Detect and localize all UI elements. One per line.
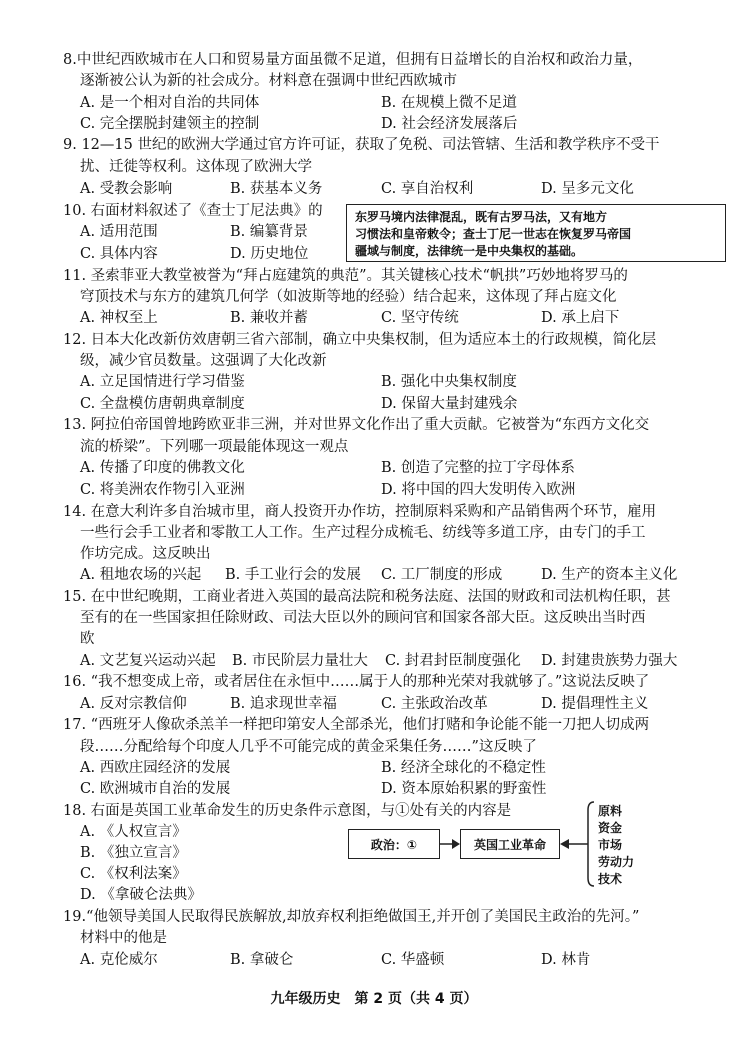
q11-stem-line-2: 穹顶技术与东方的建筑几何学（如波斯等地的经验）结合起来，这体现了拜占庭文化 (80, 289, 617, 305)
q8-option-b: B. 在规模上微不足道 (381, 95, 517, 111)
diagram-factor-technology: 技术 (598, 872, 623, 886)
q18-option-b: B. 《独立宣言》 (80, 845, 187, 861)
q14-stem-line-1: 14. 在意大利许多自治城市里，商人投资开办作坊，控制原料采购和产品销售两个环节，雇用 (63, 504, 657, 520)
diagram-factor-capital: 资金 (598, 821, 623, 835)
q13-option-c: C. 将美洲农作物引入亚洲 (80, 482, 245, 498)
q9-option-a: A. 受教会影响 (80, 181, 173, 197)
q10-option-d: D. 历史地位 (230, 246, 309, 262)
q18-option-c: C. 《权利法案》 (80, 866, 187, 882)
q9-option-c: C. 享自治权利 (381, 181, 474, 197)
q13-option-d: D. 将中国的四大发明传入欧洲 (381, 482, 576, 498)
q13-stem-line-1: 13. 阿拉伯帝国曾地跨欧亚非三洲，并对世界文化作出了重大贡献。它被誉为“东西方文化交 (63, 417, 650, 433)
q11-option-c: C. 坚守传统 (381, 310, 459, 326)
q9-option-b: B. 获基本义务 (230, 181, 323, 197)
q18-option-d: D. 《拿破仑法典》 (80, 887, 202, 903)
q17-option-a: A. 西欧庄园经济的发展 (80, 760, 231, 776)
q14-option-b: B. 手工业行会的发展 (225, 567, 361, 583)
q19-option-a: A. 克伦威尔 (80, 952, 158, 968)
q15-stem-line-1: 15. 在中世纪晚期，工商业者进入英国的最高法院和税务法庭、法国的财政和司法机构任职，甚 (63, 589, 671, 605)
q16-stem-line-1: 16. “我不想变成上帝，或者居住在永恒中……属于人的那种光荣对我就够了。”这说法反映了 (63, 674, 650, 690)
q17-stem-line-2: 段……分配给每个印度人几乎不可能完成的黄金采集任务……”这反映了 (80, 739, 537, 755)
q16-option-c: C. 主张政治改革 (381, 696, 488, 712)
q12-stem-line-1: 12. 日本大化改新仿效唐朝三省六部制，确立中央集权制，但为适应本土的行政规模，简化层 (63, 332, 657, 348)
q10-material-line-2: 习惯法和皇帝敕令；查士丁尼一世志在恢复罗马帝国 (355, 227, 632, 241)
q10-option-c: C. 具体内容 (80, 246, 158, 262)
q11-stem-line-1: 11. 圣索菲亚大教堂被誉为“拜占庭建筑的典范”。其关键核心技术“帆拱”巧妙地将罗马的 (63, 268, 628, 284)
q15-option-a: A. 文艺复兴运动兴起 (80, 653, 216, 669)
q8-option-c: C. 完全摆脱封建领主的控制 (80, 116, 260, 132)
q8-stem-line-2: 逐渐被公认为新的社会成分。材料意在强调中世纪西欧城市 (80, 73, 457, 89)
q9-option-d: D. 呈多元文化 (541, 181, 634, 197)
q11-option-b: B. 兼收并蓄 (230, 310, 308, 326)
q19-stem-line-2: 材料中的他是 (80, 930, 167, 946)
diagram-politics-box: 政治：① (348, 829, 440, 859)
q18-option-a: A. 《人权宣言》 (80, 824, 187, 840)
q10-material-line-3: 疆域与制度，法律统一是中央集权的基础。 (355, 244, 584, 258)
q10-stem-line-1: 10. 右面材料叙述了《查士丁尼法典》的 (63, 203, 323, 219)
q11-option-d: D. 承上启下 (541, 310, 620, 326)
q15-stem-line-2: 至有的在一些国家担任除财政、司法大臣以外的顾问官和国家各部大臣。这反映出当时西 (80, 610, 646, 626)
q10-option-a: A. 适用范围 (80, 224, 158, 240)
q9-stem-line-2: 扰、迁徙等权利。这体现了欧洲大学 (80, 159, 312, 175)
q12-option-d: D. 保留大量封建残余 (381, 396, 518, 412)
q8-stem-line-1: 8.中世纪西欧城市在人口和贸易量方面虽微不足道，但拥有日益增长的自治权和政治力量， (63, 52, 643, 68)
q16-option-a: A. 反对宗教信仰 (80, 696, 187, 712)
diagram-factor-list (598, 803, 634, 888)
diagram-center-box: 英国工业革命 (460, 829, 560, 859)
q12-option-c: C. 全盘模仿唐朝典章制度 (80, 396, 245, 412)
q14-option-a: A. 租地农场的兴起 (80, 567, 202, 583)
q17-option-c: C. 欧洲城市自治的发展 (80, 781, 231, 797)
diagram-factor-materials: 原料 (598, 804, 623, 818)
q13-option-a: A. 传播了印度的佛教文化 (80, 460, 245, 476)
q14-stem-line-2: 一些行会手工业者和零散工人工作。生产过程分成梳毛、纺线等多道工序，由专门的手工 (80, 525, 646, 541)
q19-option-b: B. 拿破仑 (230, 952, 294, 968)
page-footer: 九年级历史 第 2 页（共 4 页） (270, 991, 478, 1007)
q16-option-b: B. 追求现世幸福 (230, 696, 337, 712)
q17-option-b: B. 经济全球化的不稳定性 (381, 760, 546, 776)
diagram-factor-market: 市场 (598, 838, 623, 852)
q16-option-d: D. 提倡理性主义 (541, 696, 649, 712)
q11-option-a: A. 神权至上 (80, 310, 158, 326)
q18-stem-line-1: 18. 右面是英国工业革命发生的历史条件示意图，与①处有关的内容是 (63, 803, 512, 819)
q17-option-d: D. 资本原始积累的野蛮性 (381, 781, 547, 797)
q17-stem-line-1: 17. “西班牙人像砍杀羔羊一样把印第安人全部杀光，他们打赌和争论能不能一刀把人切成两 (63, 717, 650, 733)
q14-stem-line-3: 作坊完成。这反映出 (80, 546, 211, 562)
q19-option-d: D. 林肯 (541, 952, 591, 968)
q15-option-d: D. 封建贵族势力强大 (541, 653, 678, 669)
q8-option-d: D. 社会经济发展落后 (381, 116, 518, 132)
q12-option-a: A. 立足国情进行学习借鉴 (80, 374, 245, 390)
q8-option-a: A. 是一个相对自治的共同体 (80, 95, 260, 111)
q12-option-b: B. 强化中央集权制度 (381, 374, 517, 390)
q14-option-c: C. 工厂制度的形成 (381, 567, 503, 583)
q19-stem-line-1: 19.“他领导美国人民取得民族解放,却放弃权利拒绝做国王,并开创了美国民主政治的先河。” (63, 909, 640, 925)
q15-option-c: C. 封君封臣制度强化 (385, 653, 521, 669)
diagram-factor-labor: 劳动力 (598, 855, 635, 869)
q15-option-b: B. 市民阶层力量壮大 (232, 653, 368, 669)
q19-option-c: C. 华盛顿 (381, 952, 445, 968)
q10-option-b: B. 编纂背景 (230, 224, 308, 240)
q15-stem-line-3: 欧 (80, 631, 95, 647)
q12-stem-line-2: 级，减少官员数量。这强调了大化改新 (80, 353, 327, 369)
q14-option-d: D. 生产的资本主义化 (541, 567, 678, 583)
q10-material-line-1: 东罗马境内法律混乱，既有古罗马法，又有地方 (355, 210, 608, 224)
q13-option-b: B. 创造了完整的拉丁字母体系 (381, 460, 575, 476)
q9-stem-line-1: 9. 12—15 世纪的欧洲大学通过官方许可证，获取了免税、司法管辖、生活和教学秩序不受干 (63, 137, 660, 153)
q13-stem-line-2: 流的桥梁”。下列哪一项最能体现这一观点 (80, 439, 349, 455)
